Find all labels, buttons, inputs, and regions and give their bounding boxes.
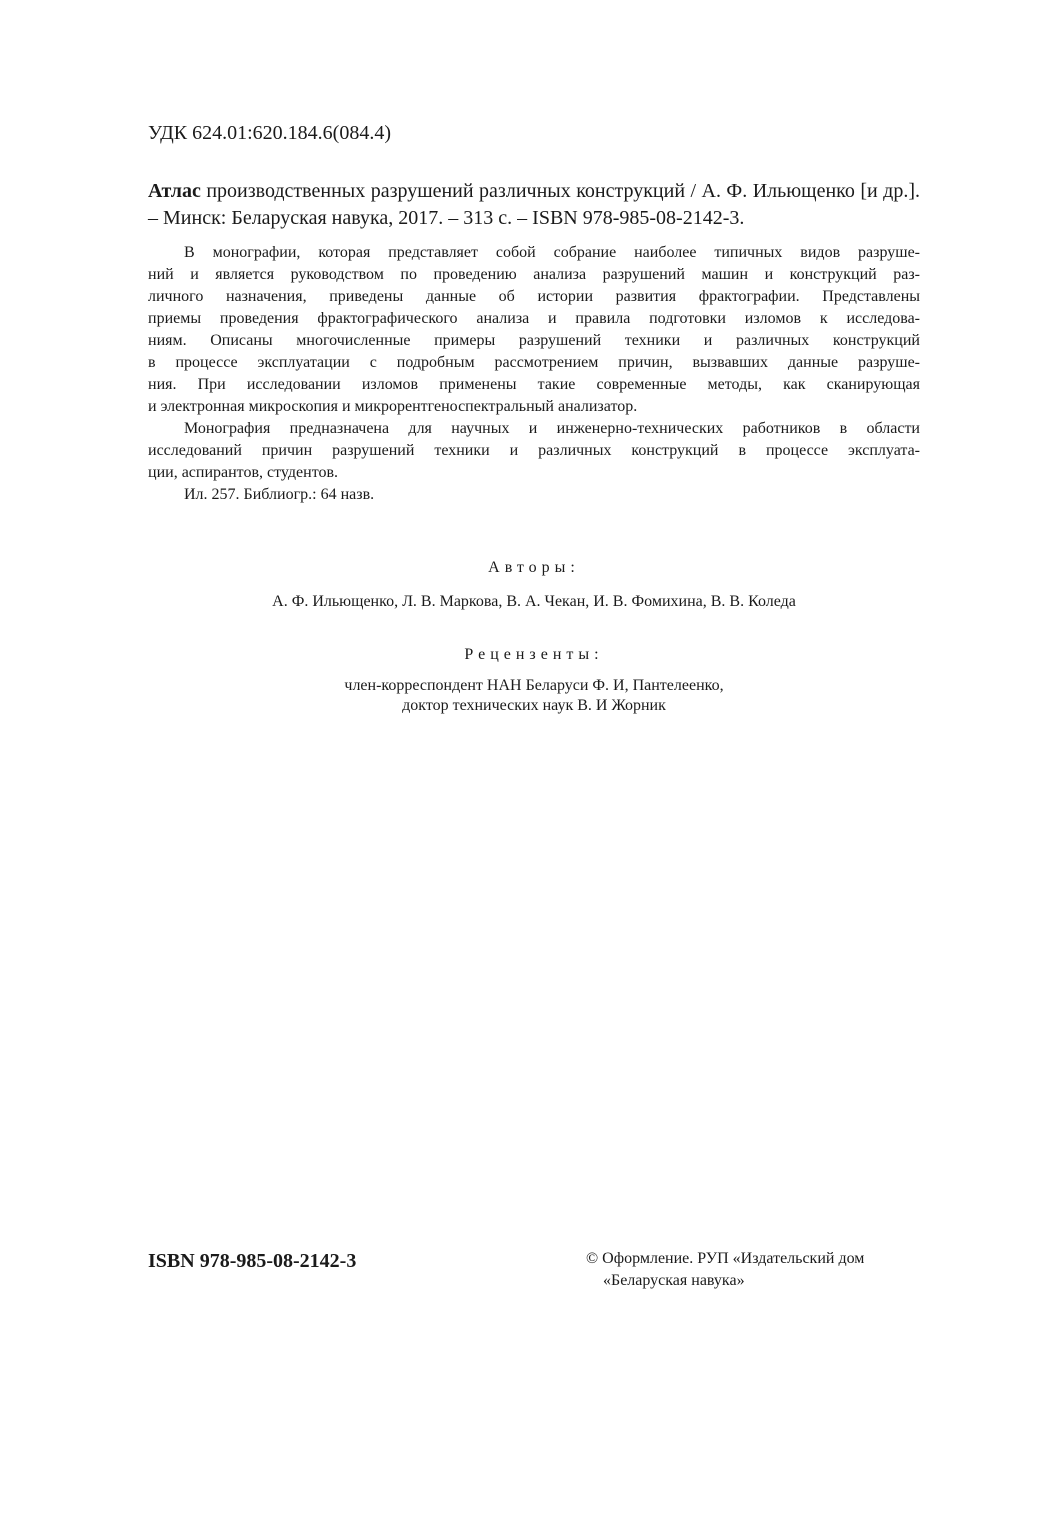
abstract-line: ции, аспирантов, студентов.	[148, 464, 339, 481]
abstract-line: и электронная микроскопия и микрорентгеноспектральный анализатор.	[148, 398, 638, 415]
copyright-line: © Оформление. РУП «Издательский дом	[586, 1250, 865, 1267]
abstract-line: приемы проведения фрактографического анализа и правила подготовки изломов к исследова-	[148, 310, 920, 327]
abstract-line: в процессе эксплуатации с подробным рассмотрением причин, вызвавших данные разруше-	[148, 354, 920, 371]
copyright-notice	[586, 1248, 926, 1292]
bibliographic-line	[148, 178, 920, 232]
copyright-line: «Беларуская навука»	[603, 1272, 745, 1289]
abstract-line: ния. При исследовании изломов применены такие современные методы, как сканирующая	[148, 376, 920, 393]
udk-code: УДК 624.01:620.184.6(084.4)	[148, 122, 391, 144]
abstract-line: Монография предназначена для научных и инженерно-технических работников в области	[184, 420, 920, 437]
abstract-line: исследований причин разрушений техники и различных конструкций в процессе эксплуата-	[148, 442, 920, 459]
isbn: ISBN 978-985-08-2142-3	[148, 1250, 357, 1272]
abstract-line: ний и является руководством по проведению анализа разрушений машин и конструкций раз-	[148, 266, 920, 283]
bibliographic-description: производственных разрушений различных конструкций / А. Ф. Ильющенко [и др.]. – Минск: Беларуская навука, 2017. – 313 с. – ISBN 978-985-08-2142-3.	[148, 180, 920, 229]
illustrations-bibliography-count: Ил. 257. Библиогр.: 64 назв.	[184, 486, 375, 503]
abstract-line: личного назначения, приведены данные об истории развития фрактографии. Представлены	[148, 288, 920, 305]
reviewers-heading: Рецензенты:	[464, 646, 604, 663]
reviewer-1: член-корреспондент НАН Беларуси Ф. И, Пантелеенко,	[344, 677, 724, 694]
authors-heading: Авторы:	[488, 559, 580, 576]
bibliographic-entry	[148, 178, 920, 232]
abstract	[148, 242, 920, 506]
authors-names: А. Ф. Ильющенко, Л. В. Маркова, В. А. Чекан, И. В. Фомихина, В. В. Коледа	[272, 593, 796, 610]
abstract-line: ниям. Описаны многочисленные примеры разрушений техники и различных конструкций	[148, 332, 920, 349]
reviewer-2: доктор технических наук В. И Жорник	[402, 697, 666, 714]
book-title: Атлас	[148, 180, 201, 202]
abstract-line: В монографии, которая представляет собой собрание наиболее типичных видов разруше-	[184, 244, 920, 261]
